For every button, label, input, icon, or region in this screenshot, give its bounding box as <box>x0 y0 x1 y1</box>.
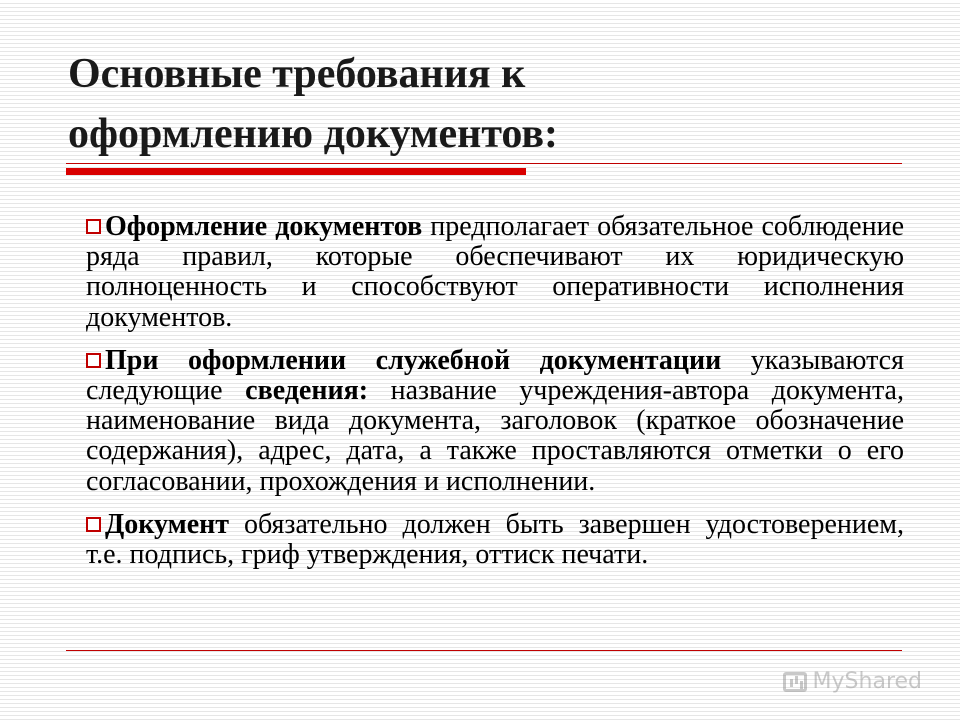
bullet-2-bold-2: сведения: <box>245 375 369 407</box>
bullet-1-text: предполагает обязательное соблюдение ряда правил, которые обеспечивают их юридическую полноценность и способствуют оперативности исполнения документов. <box>86 211 904 333</box>
bullet-1-bold: Оформление документов <box>105 211 423 242</box>
presentation-chart-icon <box>783 672 807 692</box>
watermark-text: MyShared <box>812 669 922 694</box>
footer-rule <box>66 650 902 651</box>
bullet-3-bold: Документ <box>105 508 230 540</box>
slide-title-line-2: оформлению документов: <box>68 111 559 157</box>
bullet-item-1 <box>86 212 904 333</box>
bullet-3-text: обязательно должен быть завершен удостоверением, т.е. подпись, гриф утверждения, оттиск печати. <box>86 508 904 571</box>
bullet-2-text-after: название учреждения-автора документа, наименование вида документа, заголовок (краткое обозначение содержания), адрес, дата, а также проставляются отметки о его согласовании, прохождения и исполнении. <box>86 375 904 497</box>
square-bullet-icon <box>86 353 101 368</box>
slide-title <box>68 44 888 164</box>
bullet-item-3 <box>86 510 904 570</box>
watermark <box>783 669 922 694</box>
bullet-item-2 <box>86 346 904 497</box>
slide-title-line-1: Основные требования к <box>68 51 526 97</box>
square-bullet-icon <box>86 219 101 234</box>
bullet-2-text-before: указываются следующие <box>86 344 904 407</box>
slide-content <box>86 212 904 583</box>
title-underline-thin <box>66 163 902 164</box>
square-bullet-icon <box>86 517 101 532</box>
title-underline-thick <box>66 168 526 175</box>
bullet-2-bold: При оформлении служебной документации <box>105 344 722 376</box>
